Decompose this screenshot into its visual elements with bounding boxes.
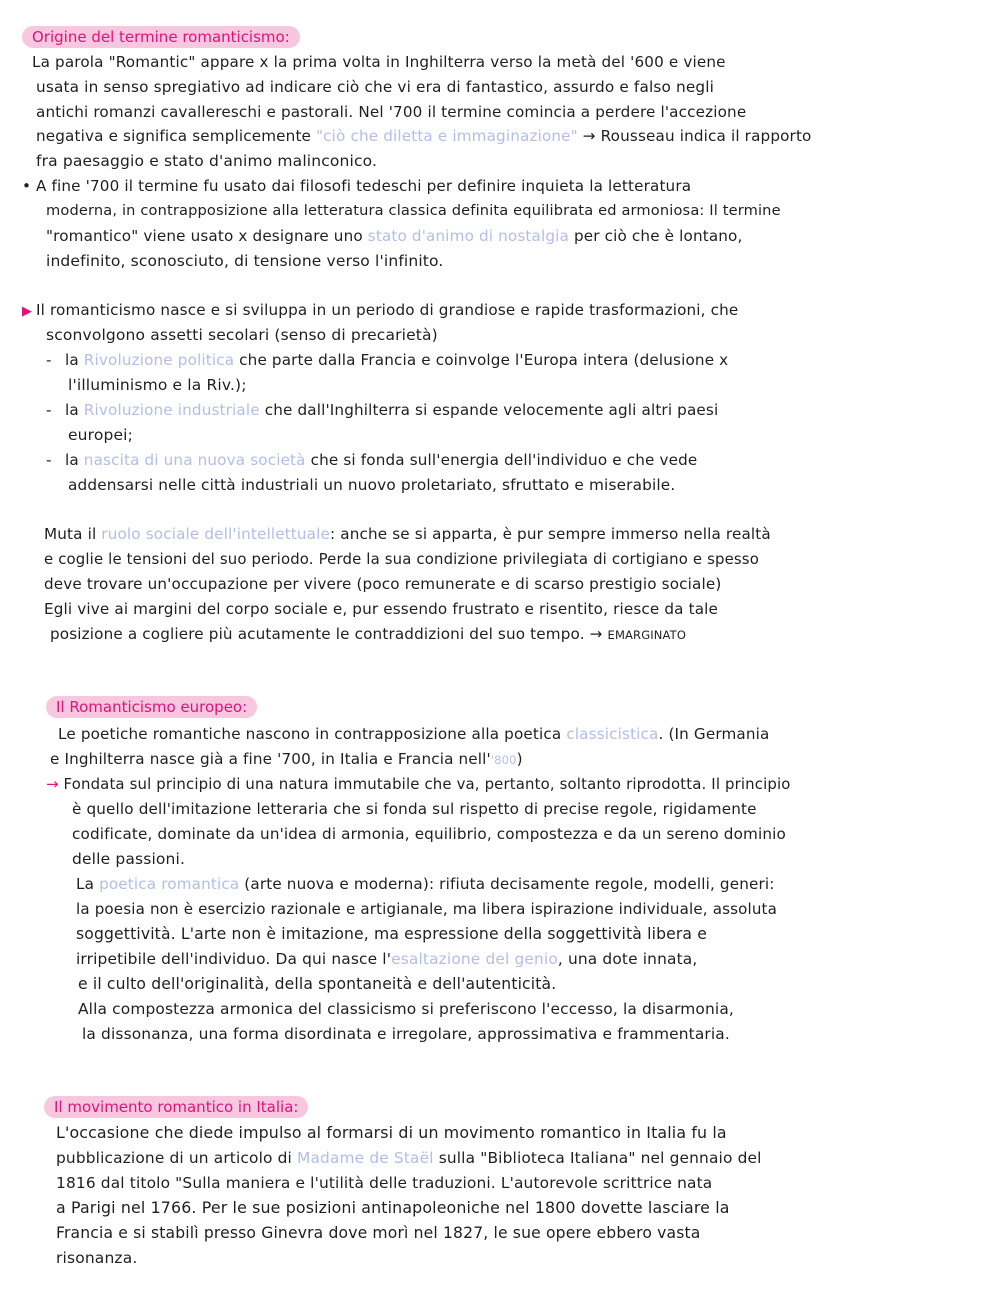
text-line: addensarsi nelle città industriali un nuovo proletariato, sfruttato e miserabile. [68, 476, 676, 494]
list-item [46, 400, 718, 422]
text-span: , una dote innata, [557, 950, 698, 968]
text-span: La [76, 875, 95, 893]
text-span: che dall'Inghilterra si espande velocemente agli altri paesi [264, 401, 719, 419]
arrow-icon: → [582, 127, 596, 145]
text-span: negativa e significa semplicemente [36, 127, 312, 145]
text-line [46, 774, 791, 796]
text-line: codificate, dominate da un'idea di armonia, equilibrio, compostezza e da un sereno dominio [72, 825, 786, 843]
highlight-800: '800 [490, 753, 517, 767]
text-line: risonanza. [56, 1249, 138, 1267]
text-span: pubblicazione di un articolo di [56, 1149, 292, 1167]
text-line: antichi romanzi cavallereschi e pastorali. Nel '700 il termine comincia a perdere l'accezione [36, 103, 747, 121]
list-item [46, 450, 697, 472]
text-line [50, 749, 523, 771]
text-line: sconvolgono assetti secolari (senso di precarietà) [46, 326, 438, 344]
dash-bullet: - [46, 351, 52, 369]
text-span: la [64, 451, 79, 469]
text-line: Egli vive ai margini del corpo sociale e, pur essendo frustrato e risentito, riesce da tale [44, 600, 719, 618]
highlight-ruolo-sociale: ruolo sociale dell'intellettuale [101, 525, 331, 543]
highlight-rivoluzione-industriale: Rivoluzione industriale [83, 401, 260, 419]
text-span: la [64, 351, 79, 369]
text-line: moderna, in contrapposizione alla letteratura classica definita equilibrata ed armoniosa: Il termine [46, 202, 781, 219]
highlight-esaltazione-genio: esaltazione del genio [391, 950, 558, 968]
text-span: che parte dalla Francia e coinvolge l'Europa intera (delusione x [239, 351, 729, 369]
text-line: Alla compostezza armonica del classicismo si preferiscono l'eccesso, la disarmonia, [78, 1000, 734, 1018]
text-span: (arte nuova e moderna): rifiuta decisamente regole, modelli, generi: [244, 875, 775, 893]
text-line: La parola "Romantic" appare x la prima volta in Inghilterra verso la metà del '600 e viene [32, 53, 726, 71]
text-span: la [64, 401, 79, 419]
highlight-madame-de-stael: Madame de Staël [297, 1149, 434, 1167]
text-line: a Parigi nel 1766. Per le sue posizioni antinapoleoniche nel 1800 dovette lasciare la [56, 1198, 730, 1217]
text-line [58, 724, 769, 746]
text-span: "romantico" viene usato x designare uno [46, 227, 363, 245]
text-span: posizione a cogliere più acutamente le contraddizioni del suo tempo. [50, 625, 585, 643]
text-line [56, 1148, 762, 1170]
text-line: europei; [68, 426, 133, 444]
text-span: sulla "Biblioteca Italiana" nel gennaio del [438, 1149, 762, 1167]
text-line: soggettività. L'arte non è imitazione, ma espressione della soggettività libera e [76, 925, 707, 943]
text-line: deve trovare un'occupazione per vivere (poco remunerate e di scarso prestigio sociale) [44, 575, 722, 593]
text-span: per ciò che è lontano, [573, 227, 743, 245]
text-line: l'illuminismo e la Riv.); [68, 376, 247, 394]
text-line: e il culto dell'originalità, della spontaneità e dell'autenticità. [78, 975, 557, 993]
text-line: è quello dell'imitazione letteraria che si fonda sul rispetto di precise regole, rigidamente [72, 800, 757, 818]
highlight-poetica-romantica: poetica romantica [99, 875, 240, 893]
text-line: delle passioni. [72, 850, 186, 868]
arrow-icon: → [46, 775, 59, 793]
text-span: irripetibile dell'individuo. Da qui nasce l' [76, 950, 392, 968]
arrow-icon: → [589, 625, 603, 643]
highlight-ciò-che-diletta: "ciò che diletta e immaginazione" [316, 127, 578, 145]
highlight-stato-animo: stato d'animo di nostalgia [367, 227, 569, 245]
text-line: e coglie le tensioni del suo periodo. Perde la sua condizione privilegiata di cortigiano e spesso [44, 550, 759, 568]
text-line [50, 624, 686, 646]
heading-origine: Origine del termine romanticismo: [22, 26, 300, 48]
text-span: Fondata sul principio di una natura immutabile che va, pertanto, soltanto riprodotta. Il principio [63, 775, 791, 793]
text-span: . (In Germania [658, 725, 770, 743]
text-line: Francia e si stabilì presso Ginevra dove morì nel 1827, le sue opere ebbero vasta [56, 1224, 701, 1242]
text-line: L'occasione che diede impulso al formarsi di un movimento romantico in Italia fu la [56, 1123, 727, 1142]
emarginato-label: EMARGINATO [607, 628, 687, 642]
highlight-classicistica: classicistica [566, 725, 659, 743]
text-line [76, 949, 697, 971]
text-span: ) [516, 750, 523, 768]
text-line [76, 874, 775, 896]
heading-movimento-italia: Il movimento romantico in Italia: [44, 1096, 308, 1118]
text-span: Muta il [44, 525, 97, 543]
text-span: A fine '700 il termine fu usato dai filosofi tedeschi per definire inquieta la letteratura [36, 177, 692, 195]
dash-bullet: - [46, 451, 52, 469]
text-span: e Inghilterra nasce già a fine '700, in Italia e Francia nell' [50, 750, 491, 768]
highlight-rivoluzione-politica: Rivoluzione politica [83, 351, 235, 369]
text-line: 1816 dal titolo "Sulla maniera e l'utilità delle traduzioni. L'autorevole scrittrice nata [56, 1174, 713, 1192]
text-line: la dissonanza, una forma disordinata e irregolare, approssimativa e frammentaria. [82, 1025, 730, 1043]
text-line [44, 524, 771, 546]
text-span: che si fonda sull'energia dell'individuo e che vede [310, 451, 698, 469]
heading-romanticismo-europeo: Il Romanticismo europeo: [46, 696, 257, 718]
text-line [22, 300, 738, 322]
text-span: Rousseau indica il rapporto [600, 127, 812, 145]
list-item [46, 350, 728, 372]
text-line [22, 176, 691, 198]
text-line [36, 126, 812, 148]
bullet-icon: • [22, 177, 32, 195]
text-line: fra paesaggio e stato d'animo malinconico. [36, 152, 378, 170]
text-line: indefinito, sconosciuto, di tensione verso l'infinito. [46, 252, 444, 270]
text-span: : anche se si apparta, è pur sempre immerso nella realtà [330, 525, 771, 543]
text-span: Il romanticismo nasce e si sviluppa in un periodo di grandiose e rapide trasformazioni, che [36, 301, 739, 319]
triangle-bullet-icon: ▶ [22, 304, 33, 319]
highlight-nuova-società: nascita di una nuova società [83, 451, 306, 469]
text-line: la poesia non è esercizio razionale e artigianale, ma libera ispirazione individuale, assoluta [76, 900, 778, 918]
dash-bullet: - [46, 401, 52, 419]
text-span: Le poetiche romantiche nascono in contrapposizione alla poetica [58, 725, 562, 743]
text-line: usata in senso spregiativo ad indicare ciò che vi era di fantastico, assurdo e falso negli [36, 78, 715, 96]
text-line [46, 226, 742, 248]
